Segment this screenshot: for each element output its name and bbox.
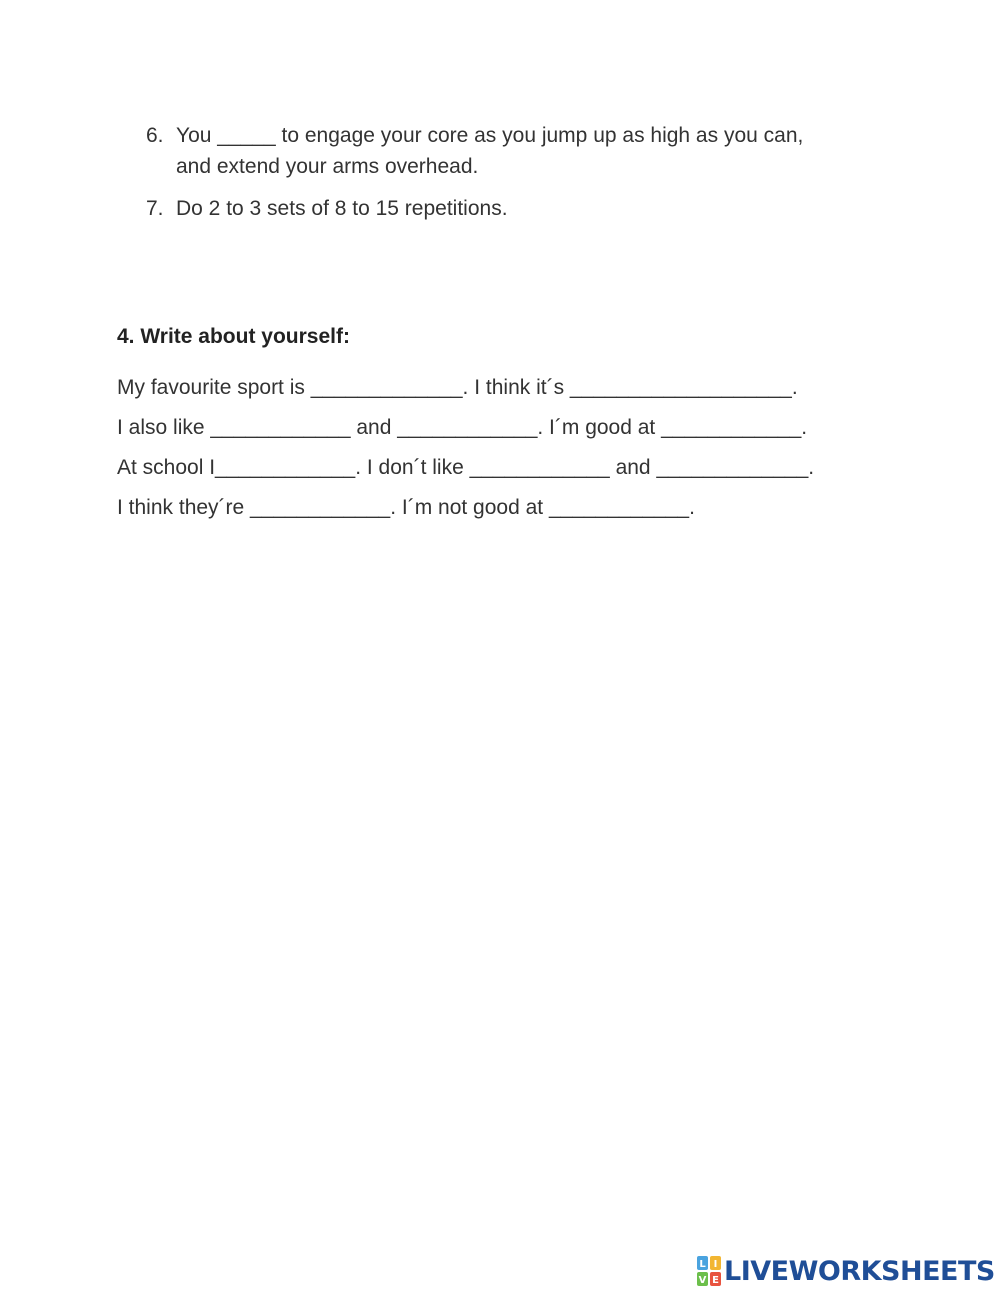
numbered-instructions-list (146, 120, 906, 235)
fill-in-line: I also like ____________ and ____________. I´m good at ____________. (117, 416, 808, 439)
list-item (146, 193, 906, 224)
list-item-text: Do 2 to 3 sets of 8 to 15 repetitions. (176, 197, 508, 220)
fill-in-paragraph (117, 368, 937, 528)
list-item-number: 6. (146, 124, 164, 147)
section-title: 4. Write about yourself: (117, 325, 350, 348)
list-item-number: 7. (146, 197, 164, 220)
brand-name: LIVEWORKSHEETS (724, 1255, 995, 1287)
liveworksheets-logo-icon (697, 1256, 721, 1286)
fill-in-line: My favourite sport is _____________. I think it´s ___________________. (117, 376, 798, 399)
svg-text:V: V (698, 1275, 707, 1286)
svg-text:L: L (699, 1259, 706, 1270)
liveworksheets-brand (697, 1254, 995, 1288)
svg-text:E: E (712, 1275, 719, 1286)
list-item (146, 120, 906, 182)
fill-in-line: At school I____________. I don´t like ____________ and _____________. (117, 456, 815, 479)
fill-in-line: I think they´re ____________. I´m not good at ____________. (117, 496, 695, 519)
svg-text:I: I (713, 1259, 718, 1270)
list-item-text: You _____ to engage your core as you jump up as high as you can, and extend your arms overhead. (176, 124, 804, 178)
